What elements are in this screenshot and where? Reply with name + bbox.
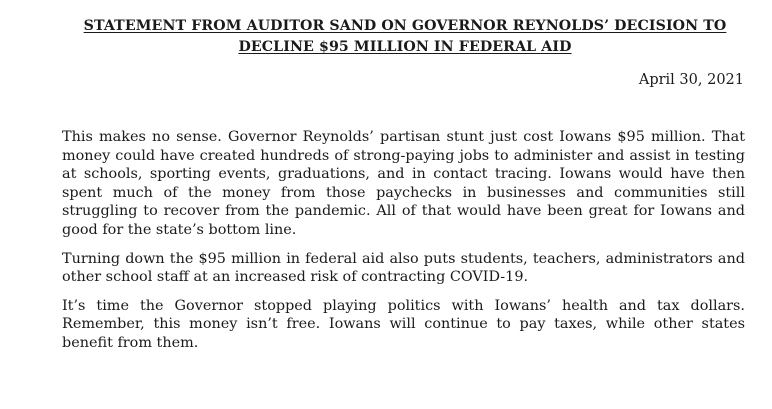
title-line-2: DECLINE $95 MILLION IN FEDERAL AID <box>238 39 572 55</box>
statement-body <box>62 128 745 363</box>
paragraph-3: It’s time the Governor stopped playing politics with Iowans’ health and tax dollars. Remember, this money isn’t free. Iowans will continue to pay taxes, while other states benefit from them. <box>62 297 745 351</box>
paragraph-2: Turning down the $95 million in federal aid also puts students, teachers, administrators and other school staff at an increased risk of contracting COVID-19. <box>62 250 745 286</box>
statement-title <box>60 16 750 58</box>
paragraph-1: This makes no sense. Governor Reynolds’ partisan stunt just cost Iowans $95 million. That money could have created hundreds of strong-paying jobs to administer and assist in testing at schools, sporting events, graduations, and in contact tracing. Iowans would have then spent much of the money from those paychecks in businesses and communities still struggling to recover from the pandemic. All of that would have been great for Iowans and good for the state’s bottom line. <box>62 129 745 238</box>
statement-date: April 30, 2021 <box>638 72 744 88</box>
title-line-1: STATEMENT FROM AUDITOR SAND ON GOVERNOR REYNOLDS’ DECISION TO <box>83 18 727 34</box>
